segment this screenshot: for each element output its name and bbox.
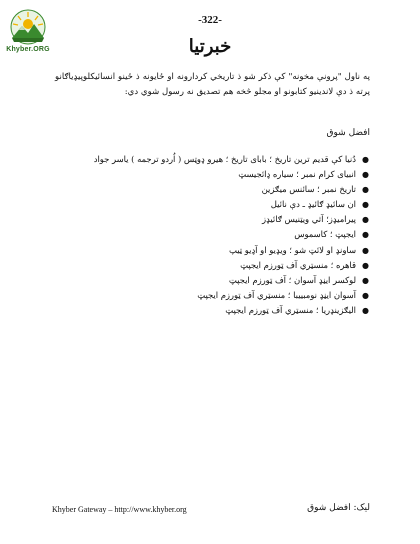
bullet-icon: ● <box>362 230 369 240</box>
bullet-icon: ● <box>362 215 369 225</box>
bullet-icon: ● <box>362 260 369 270</box>
bullet-icon: ● <box>362 290 369 300</box>
reference-text: ساونډ او لائټ شو ؛ ویډیو او آډیو ټیپ <box>229 244 356 255</box>
reference-text: دُنیا کې قدیم ترین تاریخ ؛ بابای تاریخ ؛ هیرو ډوټس ( اُردو ترجمه ) یاسر جواد <box>93 154 356 164</box>
reference-text: ایجپټ ؛ کاسموس <box>294 229 356 240</box>
bullet-icon: ● <box>362 155 369 164</box>
reference-text: ان سائیډ ګائیډ ـ دې نائیل <box>270 199 356 210</box>
footer-author: لیک: افضل شوق <box>307 503 370 513</box>
list-item <box>86 167 369 182</box>
list-item <box>86 212 369 227</box>
page-title: خبرتیا <box>188 36 232 57</box>
list-item <box>86 227 369 242</box>
list-item <box>86 288 369 303</box>
bullet-icon: ● <box>362 275 369 285</box>
bullet-icon: ● <box>362 170 369 180</box>
list-item <box>86 258 369 273</box>
logo-caption: Khyber.ORG <box>6 46 50 53</box>
list-item <box>86 243 369 258</box>
reference-text: انبیای کرام نمبر ؛ سیاره ډائجیسټ <box>238 169 356 180</box>
reference-text: پیرامیډز؛ آثي ویټنیس ګائیډز <box>261 214 356 225</box>
reference-text: قاهره ؛ منسټري آف ټورزم ایجپټ <box>240 259 356 270</box>
list-item <box>86 303 369 318</box>
reference-text: لوکسر ایڼډ آسوان ؛ آف ټورزم ایجپټ <box>228 274 356 285</box>
reference-text: الیګزینډریا ؛ منسټري آف ټورزم ایجپټ <box>225 304 356 315</box>
author-heading: افضل شوق <box>326 128 370 138</box>
list-item <box>86 197 369 212</box>
intro-paragraph: په ناول "پرونې مخونه" کې ذکر شو ذ تاریخي کردارونه او ځایونه ذ ځینو انسائیکلوپیډیاګانو پرته ذ دې لاندینیو کتابونو او مجلو څخه هم تصدیق نه رسول شوي دي: <box>55 72 370 97</box>
bullet-icon: ● <box>362 200 369 210</box>
reference-list <box>86 152 370 318</box>
list-item <box>86 273 369 288</box>
list-item <box>86 182 369 197</box>
bullet-icon: ● <box>362 245 369 255</box>
list-item <box>86 152 369 167</box>
footer-site-link[interactable]: Khyber Gateway – http://www.khyber.org <box>52 505 187 514</box>
page-number: -322- <box>198 14 222 26</box>
bullet-icon: ● <box>362 185 369 195</box>
bullet-icon: ● <box>362 305 369 315</box>
reference-text: تاریخ نمبر ؛ سائنس میګزین <box>261 184 356 195</box>
reference-text: آسوان ایڼډ نومبییبا ؛ منسټري آف ټورزم ایجپټ <box>197 289 356 300</box>
